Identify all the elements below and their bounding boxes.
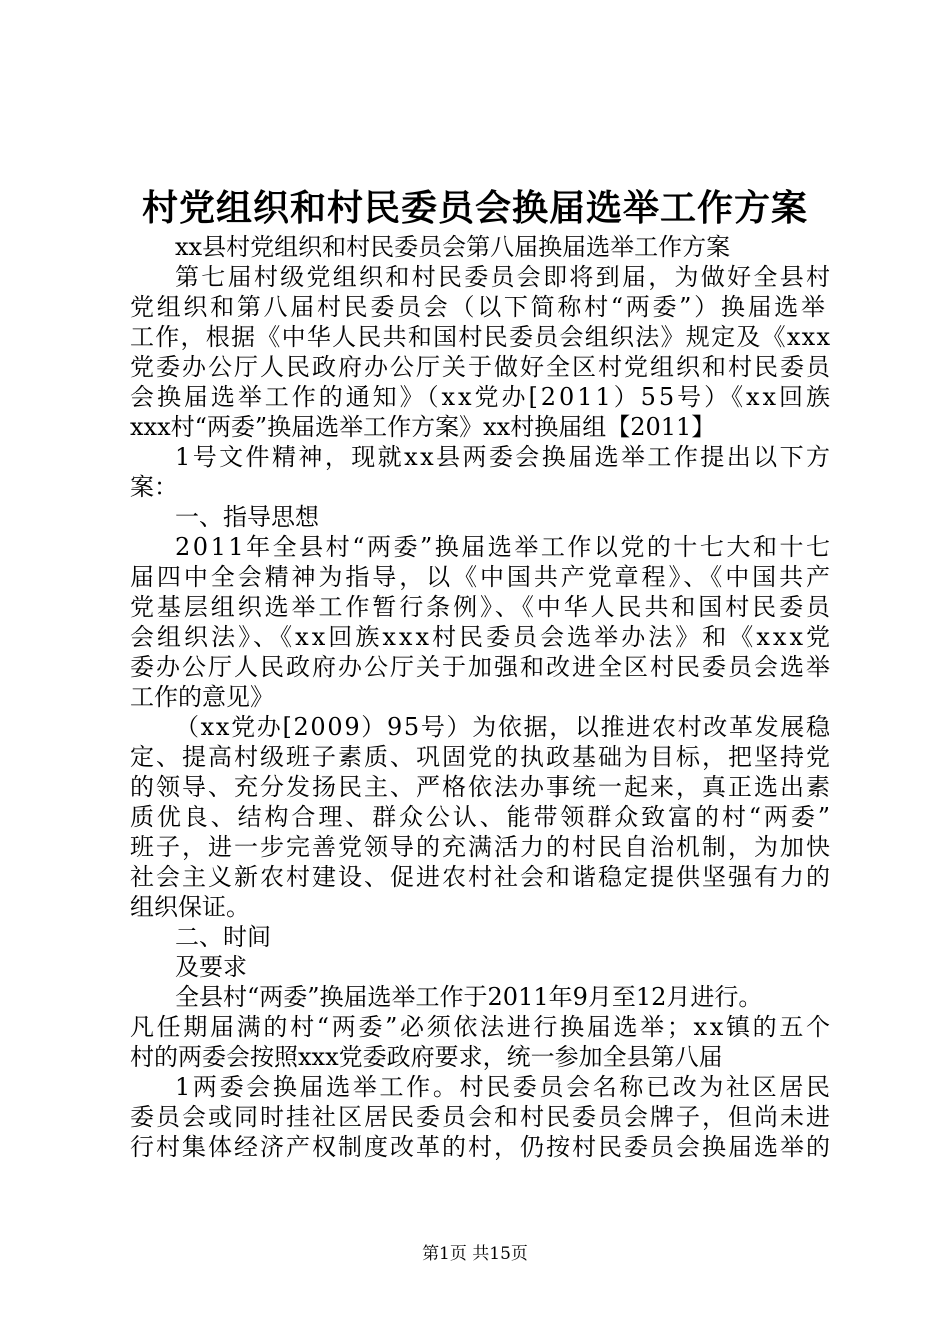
body-line: 党组织和第八届村民委员会（以下简称村“两委”）换届选举	[130, 293, 828, 321]
body-line: 行村集体经济产权制度改革的村，仍按村民委员会换届选举的	[130, 1133, 832, 1161]
body-line: 定、提高村级班子素质、巩固党的执政基础为目标，把坚持党	[130, 743, 832, 771]
body-line: 委员会或同时挂社区居民委员会和村民委员会牌子，但尚未进	[130, 1103, 832, 1131]
body-line: 2011年全县村“两委”换届选举工作以党的十七大和十七	[175, 533, 833, 561]
body-line: 会换届选举工作的通知》（xx党办[2011）55号）《xx回族	[130, 383, 833, 411]
body-line: 委办公厅人民政府办公厅关于加强和改进全区村民委员会选举	[130, 653, 832, 681]
body-line: 党委办公厅人民政府办公厅关于做好全区村党组织和村民委员	[130, 353, 832, 381]
body-line: 质优良、结构合理、群众公认、能带领群众致富的村“两委”	[130, 803, 833, 831]
body-line: 全县村“两委”换届选举工作于2011年9月至12月进行。	[175, 983, 763, 1011]
body-line: xx县村党组织和村民委员会第八届换届选举工作方案	[175, 233, 731, 261]
body-line: 及要求	[175, 953, 247, 981]
document-title: 村党组织和村民委员会换届选举工作方案	[141, 187, 808, 229]
body-line: 案：	[130, 473, 178, 501]
body-line: 工作，根据《中华人民共和国村民委员会组织法》规定及《xxx	[130, 323, 832, 351]
body-line: （xx党办[2009）95号）为依据，以推进农村改革发展稳	[175, 713, 832, 741]
body-line: 党基层组织选举工作暂行条例》、《中华人民共和国村民委员	[130, 593, 833, 621]
body-line: 会组织法》、《xx回族xxx村民委员会选举办法》和《xxx党	[130, 623, 834, 651]
body-line: 班子，进一步完善党领导的充满活力的村民自治机制，为加快	[130, 833, 832, 861]
body-line: 工作的意见》	[130, 683, 274, 711]
body-line: 凡任期届满的村“两委”必须依法进行换届选举；xx镇的五个	[130, 1013, 833, 1041]
body-line: 组织保证。	[130, 893, 250, 921]
body-line: 的领导、充分发扬民主、严格依法办事统一起来，真正选出素	[130, 773, 832, 801]
body-line: 一、指导思想	[175, 503, 319, 531]
body-line: 届四中全会精神为指导，以《中国共产党章程》、《中国共产	[130, 563, 833, 591]
body-line: 第七届村级党组织和村民委员会即将到届，为做好全县村	[175, 263, 833, 291]
body-line: 二、时间	[175, 923, 271, 951]
page-footer: 第1页 共15页	[422, 1244, 528, 1264]
body-line: xxx村“两委”换届选举工作方案》xx村换届组【2011】	[130, 413, 716, 441]
body-line: 1两委会换届选举工作。村民委员会名称已改为社区居民	[175, 1073, 833, 1101]
body-line: 1号文件精神，现就xx县两委会换届选举工作提出以下方	[175, 443, 833, 471]
body-line: 村的两委会按照xxx党委政府要求，统一参加全县第八届	[130, 1043, 723, 1071]
body-line: 社会主义新农村建设、促进农村社会和谐稳定提供坚强有力的	[130, 863, 832, 891]
